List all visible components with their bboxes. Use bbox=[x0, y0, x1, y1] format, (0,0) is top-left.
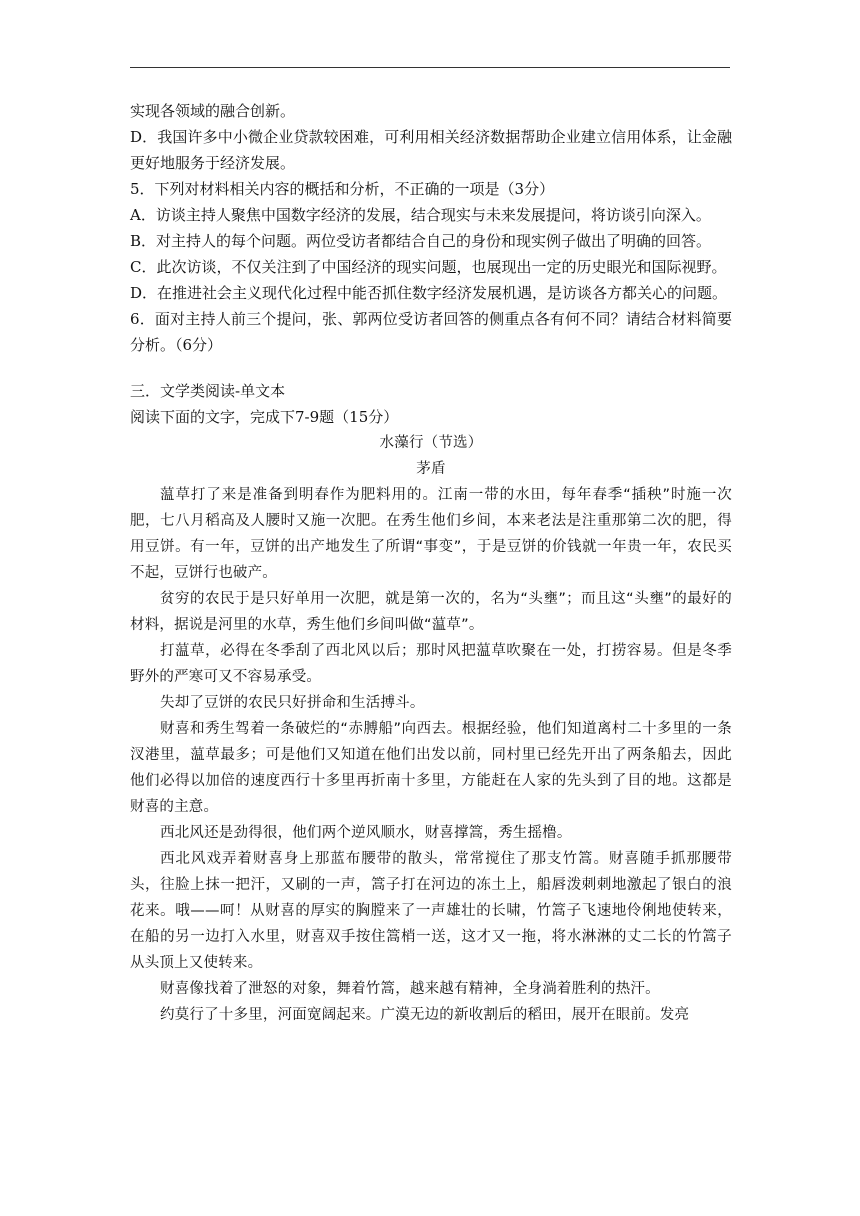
section-heading: 三．文学类阅读-单文本 bbox=[130, 382, 286, 400]
story-paragraph: 财喜和秀生驾着一条破烂的“赤膊船”向西去。根据经验，他们知道离村二十多里的一条汊港里，蕰草最多；可是他们又知道在他们出发以前，同村里已经先开出了两条船去，因此他们必得以加倍的速度西行十多里再折南十多里，方能赶在人家的先头到了目的地。这都是财喜的主意。 bbox=[130, 721, 732, 815]
prev-option-c-tail: 实现各领域的融合创新。 bbox=[130, 102, 296, 120]
question-5-option-c: C．此次访谈，不仅关注到了中国经济的现实问题，也展现出一定的历史眼光和国际视野。 bbox=[130, 258, 727, 276]
story-paragraph: 打蕰草，必得在冬季刮了西北风以后；那时风把蕰草吹聚在一处，打捞容易。但是冬季野外的严寒可又不容易承受。 bbox=[130, 643, 732, 685]
question-5-option-b: B．对主持人的每个问题。两位受访者都结合自己的身份和现实例子做出了明确的回答。 bbox=[130, 232, 712, 250]
story-paragraph: 约莫行了十多里，河面宽阔起来。广漠无边的新收割后的稻田，展开在眼前。发亮 bbox=[160, 1007, 690, 1023]
story-paragraph: 贫穷的农民于是只好单用一次肥，就是第一次的，名为“头壅”；而且这“头壅”的最好的材料，据说是河里的水草，秀生他们乡间叫做“蕰草”。 bbox=[130, 591, 732, 633]
question-5-stem: 5．下列对材料相关内容的概括和分析，不正确的一项是（3分） bbox=[130, 180, 555, 198]
story-title: 水藻行（节选） bbox=[379, 435, 483, 451]
story-paragraph: 西北风戏弄着财喜身上那蓝布腰带的散头，常常搅住了那支竹篙。财喜随手抓那腰带头，往脸上抹一把汗，又刷的一声，篙子打在河边的冻土上，船唇泼刺刺地激起了银白的浪花来。哦——呵！从财喜的厚实的胸膛来了一声雄壮的长啸，竹篙子飞速地伶俐地使转来，在船的另一边打入水里，财喜双手按住篙梢一送，这才又一拖，将水淋淋的丈二长的竹篙子从头顶上又使转来。 bbox=[130, 851, 732, 971]
prev-option-d: D．我国许多中小微企业贷款较困难，可利用相关经济数据帮助企业建立信用体系，让金融更好地服务于经济发展。 bbox=[130, 128, 732, 172]
question-6-stem: 6．面对主持人前三个提问，张、郭两位受访者回答的侧重点各有何不同？请结合材料简要分析。（6分） bbox=[130, 310, 732, 354]
story-paragraph: 西北风还是劲得很，他们两个逆风顺水，财喜撑篙，秀生摇橹。 bbox=[160, 825, 572, 841]
question-5-option-d: D．在推进社会主义现代化过程中能否抓住数字经济发展机遇，是访谈各方都关心的问题。 bbox=[130, 284, 728, 302]
story-author: 茅盾 bbox=[416, 461, 446, 477]
story-paragraph: 蕰草打了来是准备到明春作为肥料用的。江南一带的水田，每年春季“插秧”时施一次肥，七八月稻高及人腰时又施一次肥。在秀生他们乡间，本来老法是注重那第二次的肥，得用豆饼。有一年，豆饼的出产地发生了所谓“事变”，于是豆饼的价钱就一年贵一年，农民买不起，豆饼行也破产。 bbox=[130, 487, 732, 581]
section-instruction: 阅读下面的文字，完成下7-9题（15分） bbox=[130, 408, 399, 426]
story-paragraph: 失却了豆饼的农民只好拼命和生活搏斗。 bbox=[160, 695, 425, 711]
header-rule bbox=[130, 67, 730, 68]
page-content bbox=[130, 98, 732, 1028]
story-paragraph: 财喜像找着了泄怒的对象，舞着竹篙，越来越有精神，全身淌着胜利的热汗。 bbox=[160, 981, 660, 997]
question-5-option-a: A．访谈主持人聚焦中国数字经济的发展，结合现实与未来发展提问，将访谈引向深入。 bbox=[130, 206, 711, 224]
